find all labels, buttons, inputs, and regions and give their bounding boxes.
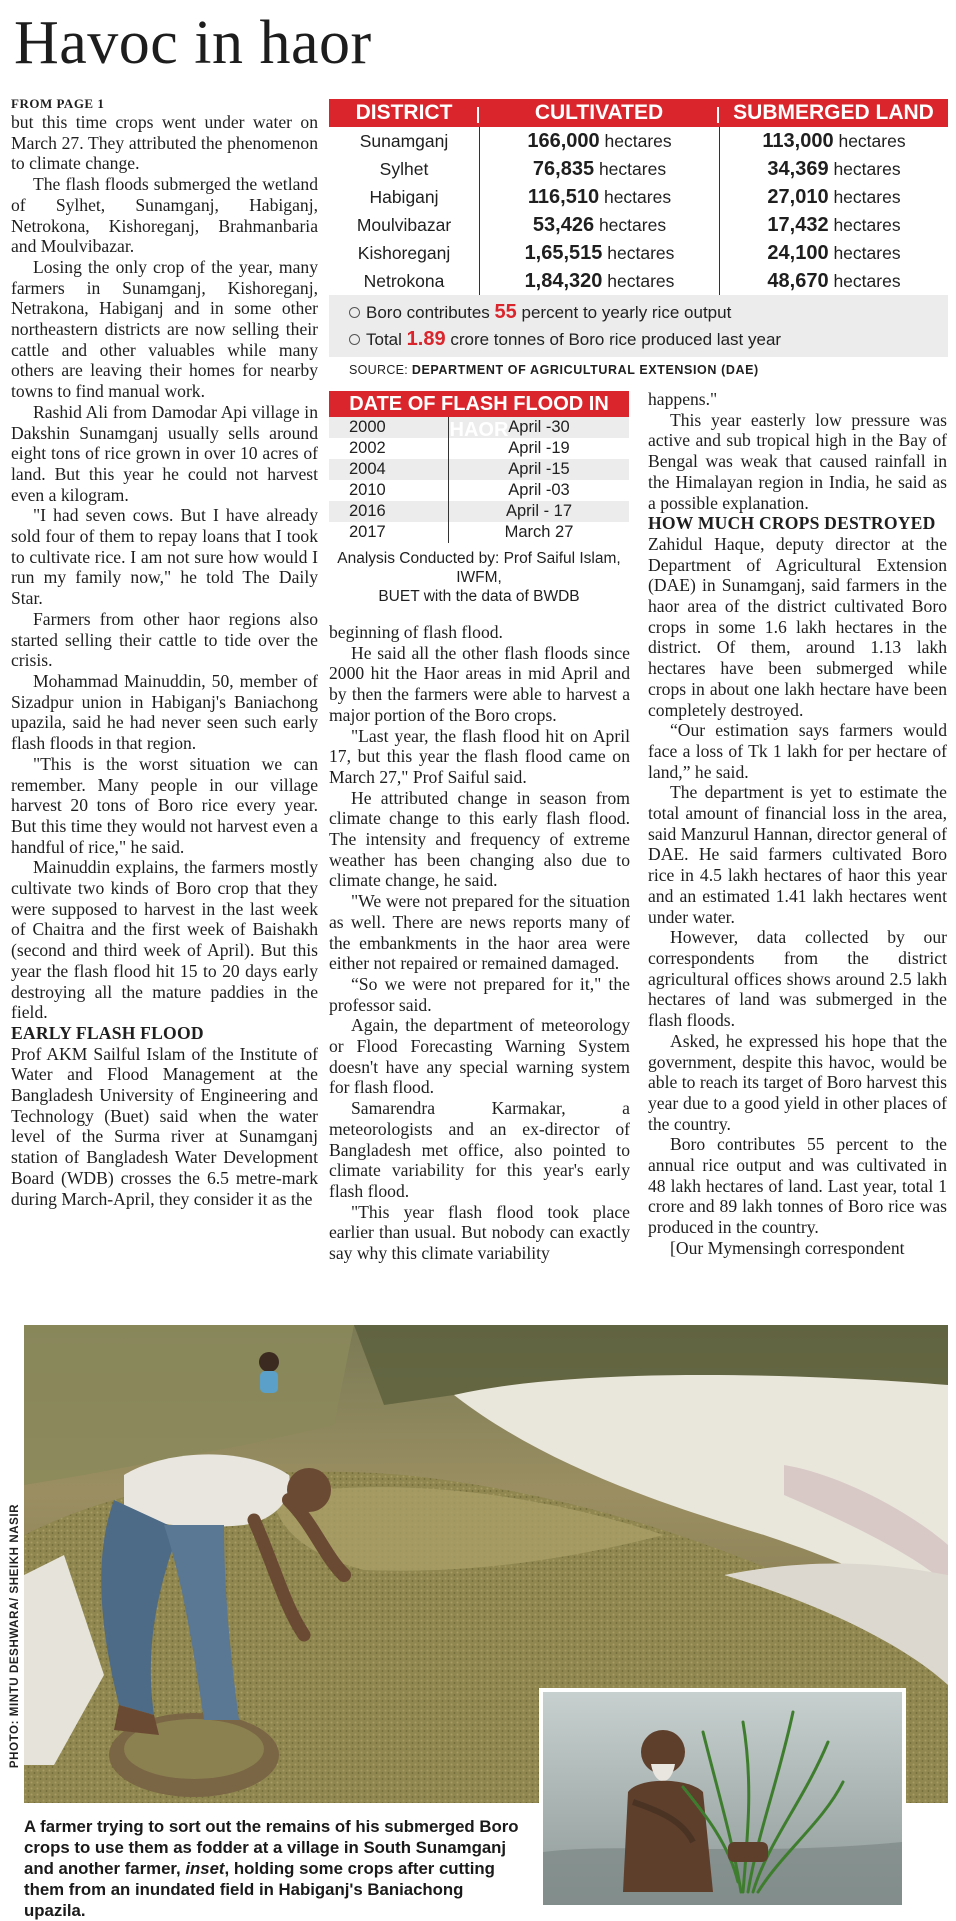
article-column-3 <box>648 389 947 1309</box>
note-highlight: 1.89 <box>406 328 446 350</box>
submerged-value: 24,100 <box>767 242 829 264</box>
date-cell: April -19 <box>508 439 570 457</box>
date-cell: March 27 <box>504 523 574 541</box>
district-cell: Moulvibazar <box>356 214 452 235</box>
date-cell: April -30 <box>508 418 570 436</box>
year-cell: 2010 <box>329 480 449 501</box>
table-row <box>329 417 629 438</box>
paragraph: Rashid Ali from Damodar Api village in Dakshin Sunamganj usually sells around eight tons of rice grown in over 10 acres of land. But this year he could not harvest even a kilogram. <box>11 401 318 505</box>
cultivated-cell <box>479 155 719 183</box>
article-column-2 <box>329 622 630 1312</box>
paragraph: Farmers from other haor regions also started selling their cattle to tide over the crisis. <box>11 608 318 671</box>
caption-text: A farmer trying to sort out the remains of his submerged Boro crops to use them as fodder at a village in South Sunamganj and another farmer, <box>24 1817 519 1878</box>
note-highlight: 55 <box>494 301 517 323</box>
bullet-circle-icon <box>349 334 360 345</box>
submerged-cell <box>719 183 948 211</box>
cultivated-value: 76,835 <box>532 158 595 180</box>
paragraph: “Our estimation says farmers would face a loss of Tk 1 lakh for per hectare of land,” he said. <box>648 720 947 782</box>
headline: Havoc in haor <box>14 9 372 77</box>
paragraph: Again, the department of meteorology or Flood Forecasting Warning System doesn't have any special warning system for flash flood. <box>329 1015 630 1098</box>
flood-table-title: DATE OF FLASH FLOOD IN HAOR <box>329 391 629 417</box>
credit-line: BUET with the data of BWDB <box>378 588 580 605</box>
caption-inset-word: inset <box>185 1859 225 1878</box>
flood-table-credit <box>329 543 629 606</box>
district-cell: Kishoreganj <box>357 242 451 263</box>
unit: hectares <box>833 271 901 291</box>
table-row <box>329 438 629 459</box>
district-table-header <box>329 99 948 127</box>
header-district: DISTRICT <box>329 101 479 125</box>
table-row <box>329 459 629 480</box>
table-source <box>329 357 948 377</box>
cultivated-value: 166,000 <box>527 130 600 152</box>
unit: hectares <box>604 131 672 151</box>
paragraph: "This is the worst situation we can remember. Many people in our village harvest 20 tons of Boro rice every year. But this time they would not harvest even a handful of rice," he said. <box>11 753 318 857</box>
unit: hectares <box>833 187 901 207</box>
header-cultivated: CULTIVATED <box>479 101 719 125</box>
paragraph: [Our Mymensingh correspondent <box>670 1237 905 1258</box>
submerged-value: 34,369 <box>767 158 829 180</box>
submerged-cell <box>719 155 948 183</box>
cultivated-value: 116,510 <box>527 186 600 208</box>
paragraph: Samarendra Karmakar, a meteorologists and an ex-director of Bangladesh met office, also pointed to climate variability for this year's early flash flood. <box>329 1098 630 1201</box>
paragraph: Boro contributes 55 percent to the annual rice output and was cultivated in 48 lakh hectares of land. Last year, total 1 crore and 89 lakh tonnes of Boro rice was produced in the country. <box>648 1134 947 1238</box>
paragraph: "Last year, the flash flood hit on April 17, but this year the flash flood came on March 27," Prof Saiful said. <box>329 725 630 787</box>
note-text: Total <box>366 330 402 349</box>
year-cell: 2017 <box>329 522 449 543</box>
cultivated-cell <box>479 127 719 155</box>
submerged-cell <box>719 267 948 295</box>
submerged-cell <box>719 239 948 267</box>
unit: hectares <box>603 187 672 207</box>
caption-text: , holding some crops after cutting them from an inundated field in Habiganj's Baniachong upazila. <box>24 1859 495 1920</box>
subhead-early-flash-flood: EARLY FLASH FLOOD <box>11 1022 204 1043</box>
table-row <box>329 155 948 183</box>
paragraph: Zahidul Haque, deputy director at the Department of Agricultural Extension (DAE) in Sunamganj, said farmers in the haor area of the district cultivated Boro crops in some 1.6 lakh hectares in the district. Of them, around 1.13 lakh hectares have been submerged while crops in about one lakh hectare have been completely destroyed. <box>648 533 947 720</box>
subhead-how-much-crops-destroyed: HOW MUCH CROPS DESTROYED <box>648 513 936 534</box>
submerged-cell <box>719 211 948 239</box>
paragraph: beginning of flash flood. <box>329 622 503 642</box>
table-row <box>329 501 629 522</box>
source-label: SOURCE: <box>349 363 409 377</box>
unit: hectares <box>598 215 667 235</box>
paragraph: "This year flash flood took place earlier than usual. But nobody can exactly say why this climate variability <box>329 1201 630 1264</box>
paragraph: The department is yet to estimate the total amount of financial loss in the area, said Manzurul Hannan, director general of DAE. He said farmers cultivated Boro rice in 4.5 lakh hectares of haor this year and an estimated 1.41 lakh hectares went under water. <box>648 782 947 927</box>
date-cell: April -15 <box>508 460 570 478</box>
submerged-value: 113,000 <box>762 130 834 152</box>
unit: hectares <box>607 271 675 291</box>
table-row <box>329 480 629 501</box>
year-cell: 2000 <box>329 417 449 438</box>
paragraph: “So we were not prepared for it," the professor said. <box>329 973 630 1015</box>
paragraph: "We were not prepared for the situation as well. There are news reports many of the embankments in the haor area were either not repaired or remained damaged. <box>329 891 630 974</box>
cultivated-cell <box>479 183 719 211</box>
submerged-value: 48,670 <box>767 270 829 292</box>
unit: hectares <box>607 243 675 263</box>
table-row <box>329 239 948 267</box>
unit: hectares <box>838 131 906 151</box>
district-table <box>329 99 948 379</box>
credit-line: Analysis Conducted by: Prof Saiful Islam, IWFM, <box>337 550 621 586</box>
cultivated-cell <box>479 267 719 295</box>
unit: hectares <box>598 159 667 179</box>
photo-credit-text: PHOTO: MINTU DESHWARA/ SHEIKH NASIR <box>9 1503 21 1769</box>
inset-photo <box>539 1688 906 1909</box>
paragraph: Mohammad Mainuddin, 50, member of Sizadpur union in Habiganj's Baniachong upazila, said he had never seen such early flash floods in that region. <box>11 670 318 754</box>
district-cell: Habiganj <box>369 186 439 207</box>
cultivated-value: 1,84,320 <box>524 270 603 292</box>
note-text: Boro contributes <box>366 303 490 322</box>
bullet-circle-icon <box>349 307 360 318</box>
submerged-value: 17,432 <box>767 214 829 236</box>
paragraph: He said all the other flash floods since 2000 hit the Haor areas in mid April and by then the farmers were able to harvest a major portion of the Boro crops. <box>329 642 630 725</box>
cultivated-cell <box>479 239 719 267</box>
cultivated-value: 53,426 <box>532 214 595 236</box>
date-cell: April -03 <box>508 481 570 499</box>
photo-caption <box>24 1816 524 1921</box>
paragraph: Losing the only crop of the year, many farmers in Sunamganj, Kishoreganj, Netrakona, Habiganj and in some other northeastern districts are now selling their cattle and other valuables while many others are leaving their homes for nearby towns to find manual work. <box>11 256 318 402</box>
district-cell: Netrokona <box>363 270 445 291</box>
paragraph: Asked, he expressed his hope that the government, despite this havoc, would be able to reach its target of Boro harvest this year due to a good yield in other places of the country. <box>648 1030 947 1134</box>
year-cell: 2016 <box>329 501 449 522</box>
note-text: percent to yearly rice output <box>521 303 732 322</box>
table-row <box>329 183 948 211</box>
unit: hectares <box>833 159 901 179</box>
unit: hectares <box>833 243 901 263</box>
kicker: FROM PAGE 1 <box>11 96 105 111</box>
paragraph: Mainuddin explains, the farmers mostly cultivate two kinds of Boro crop that they were supposed to harvest in the last week of Chaitra and the first week of Baishakh (second and third week of April). But this year the flash flood hit 15 to 20 days early destroying all the mature paddies in the field. <box>11 857 318 1023</box>
note-boro-total <box>349 326 948 353</box>
farmer-in-water-illustration <box>543 1692 902 1905</box>
paragraph: This year easterly low pressure was active and sub tropical high in the Bay of Bengal was weak that caused rainfall in the Himalayan region in India, he said as a possible explanation. <box>648 409 947 513</box>
paragraph: "I had seven cows. But I have already sold four of them to repay loans that I took to cultivate rice. I am not sure how would I run my family now," he told The Daily Star. <box>11 505 318 609</box>
cultivated-value: 1,65,515 <box>524 242 603 264</box>
table-row <box>329 267 948 295</box>
child-figure <box>259 1352 279 1393</box>
district-table-body <box>329 127 948 295</box>
paragraph: Prof AKM Sailful Islam of the Institute of Water and Flood Management at the Bangladesh University of Engineering and Technology (Buet) said when the water level of the Surma river at Sunamganj station of Bangladesh Water Development Board (WDB) crosses the 6.5 metre-mark during March-April, they consider it as the <box>11 1043 318 1209</box>
photo-credit <box>5 1468 25 1804</box>
table-row <box>329 211 948 239</box>
submerged-cell <box>719 127 948 155</box>
district-cell: Sylhet <box>379 158 429 179</box>
paragraph: happens." <box>648 389 718 409</box>
cultivated-cell <box>479 211 719 239</box>
district-cell: Sunamganj <box>359 130 449 151</box>
note-boro-share <box>349 299 948 326</box>
source-name: DEPARTMENT OF AGRICULTURAL EXTENSION (DAE) <box>411 363 759 377</box>
district-table-notes <box>329 295 948 357</box>
header-submerged: SUBMERGED LAND <box>733 101 934 124</box>
article-column-1 <box>11 96 318 1306</box>
paragraph: but this time crops went under water on March 27. They attributed the phenomenon to climate change. <box>11 112 318 174</box>
flood-date-table <box>329 391 629 621</box>
paragraph: The flash floods submerged the wetland of Sylhet, Sunamganj, Habiganj, Netrokona, Kishoreganj, Brahmanbaria and Moulvibazar. <box>11 174 318 257</box>
paragraph: However, data collected by our correspondents from the district agricultural offices shows around 2.5 lakh hectares of land was submerged in the flash floods. <box>648 927 947 1031</box>
note-text: crore tonnes of Boro rice produced last year <box>450 330 782 349</box>
table-row <box>329 522 629 543</box>
table-row <box>329 127 948 155</box>
unit: hectares <box>833 215 901 235</box>
submerged-value: 27,010 <box>767 186 829 208</box>
year-cell: 2004 <box>329 459 449 480</box>
date-cell: April - 17 <box>505 502 573 520</box>
paragraph: He attributed change in season from climate change to this early flash flood. The intensity and frequency of extreme weather has been changing also due to climate change, he said. <box>329 787 630 891</box>
year-cell: 2002 <box>329 438 449 459</box>
